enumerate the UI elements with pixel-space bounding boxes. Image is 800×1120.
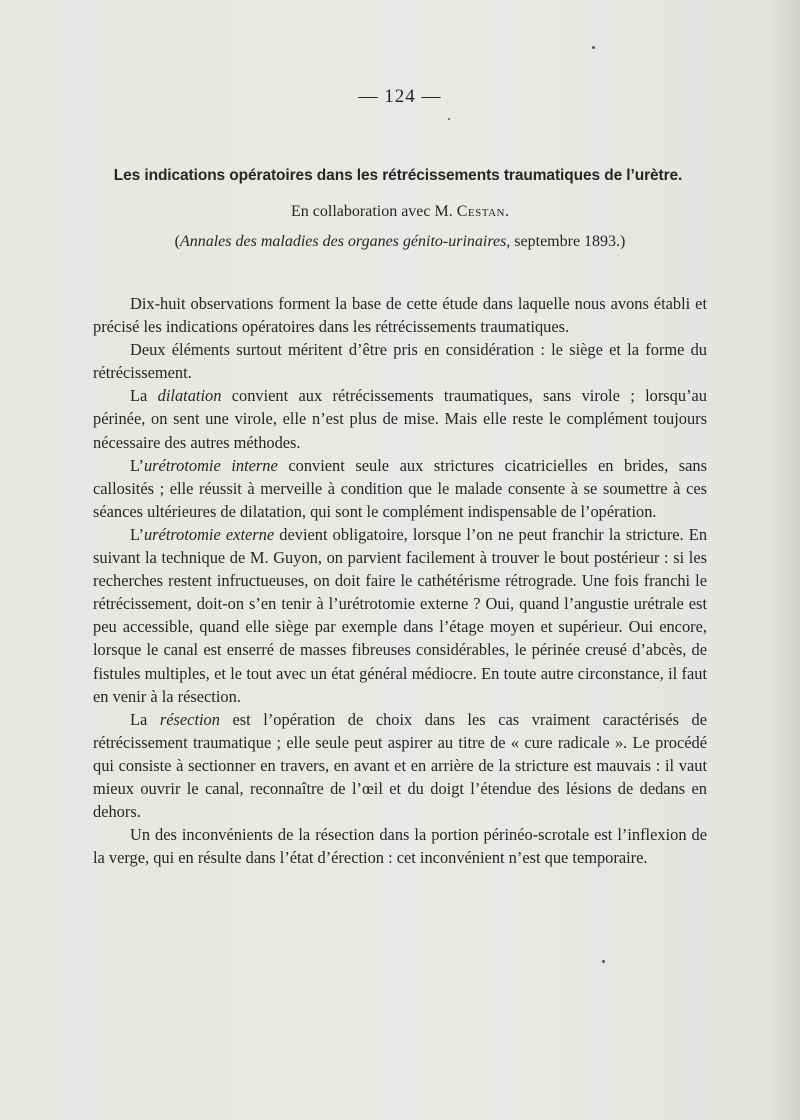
paper-speck xyxy=(448,118,450,120)
body-paragraph xyxy=(93,523,707,708)
italic-term: urétrotomie externe xyxy=(143,524,275,544)
body-paragraph xyxy=(93,338,707,384)
italic-term: dilatation xyxy=(157,386,222,406)
body-paragraph xyxy=(93,823,707,869)
paper-speck xyxy=(602,960,605,963)
journal-name: Annales des maladies des organes génito-urinaires, xyxy=(179,233,511,250)
text-run: Un des inconvénients de la résection dans la portion périnéo-scrotale est l’inflexion de la verge, qui en résulte dans l’état d’érection : cet inconvénient n’est que temporaire. xyxy=(93,825,707,868)
text-run: La xyxy=(130,709,160,729)
collaboration-prefix: En collaboration avec M. xyxy=(291,203,453,220)
body-paragraph xyxy=(93,708,707,823)
source-citation xyxy=(0,233,800,251)
italic-term: urétrotomie interne xyxy=(143,455,278,475)
body-paragraph xyxy=(93,384,707,453)
text-run: Dix-huit observations forment la base de cette étude dans laquelle nous avons établi et précisé les indications opératoires dans les rétrécissements traumatiques. xyxy=(93,294,707,337)
text-run: L’ xyxy=(130,455,144,475)
body-paragraph xyxy=(93,292,707,338)
collaboration-suffix: . xyxy=(504,203,509,220)
text-run: convient seule aux strictures cicatricielles en brides, sans callosités ; elle réussit à merveille à condition que le malade consente à se soumettre à ces séances ultérieures de dilatation, qui sont le complément indispensable de l’opération. xyxy=(93,455,707,521)
publication-date: septembre 1893.) xyxy=(510,233,626,250)
source-open-paren: ( xyxy=(174,233,180,250)
text-run: devient obligatoire, lorsque l’on ne peut franchir la stricture. En suivant la technique de M. Guyon, on parvient facilement à trouver le bout postérieur : si les recherches restent infructueuses, on doit faire le cathétérisme rétrograde. Une fois franchi le rétrécissement, doit-on s’en tenir à l’urétrotomie externe ? Oui, quand l’angustie urétrale est peu accessible, quand elle siège par exemple dans l’étage moyen et supérieur. Oui encore, lorsque le canal est enserré de masses fibreuses considérables, le périnée creusé d’abcès, de fistules multiples, et le tout avec un état général médiocre. En toute autre circonstance, il faut en venir à la résection. xyxy=(93,524,708,706)
body-paragraph xyxy=(93,454,707,523)
italic-term: résection xyxy=(159,709,220,729)
page-number: — 124 — xyxy=(358,86,442,107)
text-run: convient aux rétrécissements traumatiques, sans virole ; lorsqu’au périnée, on sent une virole, elle n’est plus de mise. Mais elle reste le complément toujours nécessaire des autres méthodes. xyxy=(93,386,707,452)
text-run: L’ xyxy=(130,524,144,544)
collaborator-name: Cestan xyxy=(456,203,505,220)
article-body xyxy=(93,292,707,869)
collaboration-line xyxy=(0,203,800,221)
article-title: Les indications opératoires dans les rétrécissements traumatiques de l’urètre. xyxy=(113,167,683,184)
text-run: Deux éléments surtout méritent d’être pris en considération : le siège et la forme du rétrécissement. xyxy=(93,340,707,383)
paper-speck xyxy=(592,46,595,49)
text-run: est l’opération de choix dans les cas vraiment caractérisés de rétrécissement traumatique ; elle seule peut aspirer au titre de « cure radicale ». Le procédé qui consiste à sectionner en travers, en avant et en arrière de la stricture est mauvais : il vaut mieux ouvrir le canal, reconnaître de l’œil et du doigt l’étendue des lésions de dedans en dehors. xyxy=(93,709,707,822)
text-run: La xyxy=(130,386,158,406)
